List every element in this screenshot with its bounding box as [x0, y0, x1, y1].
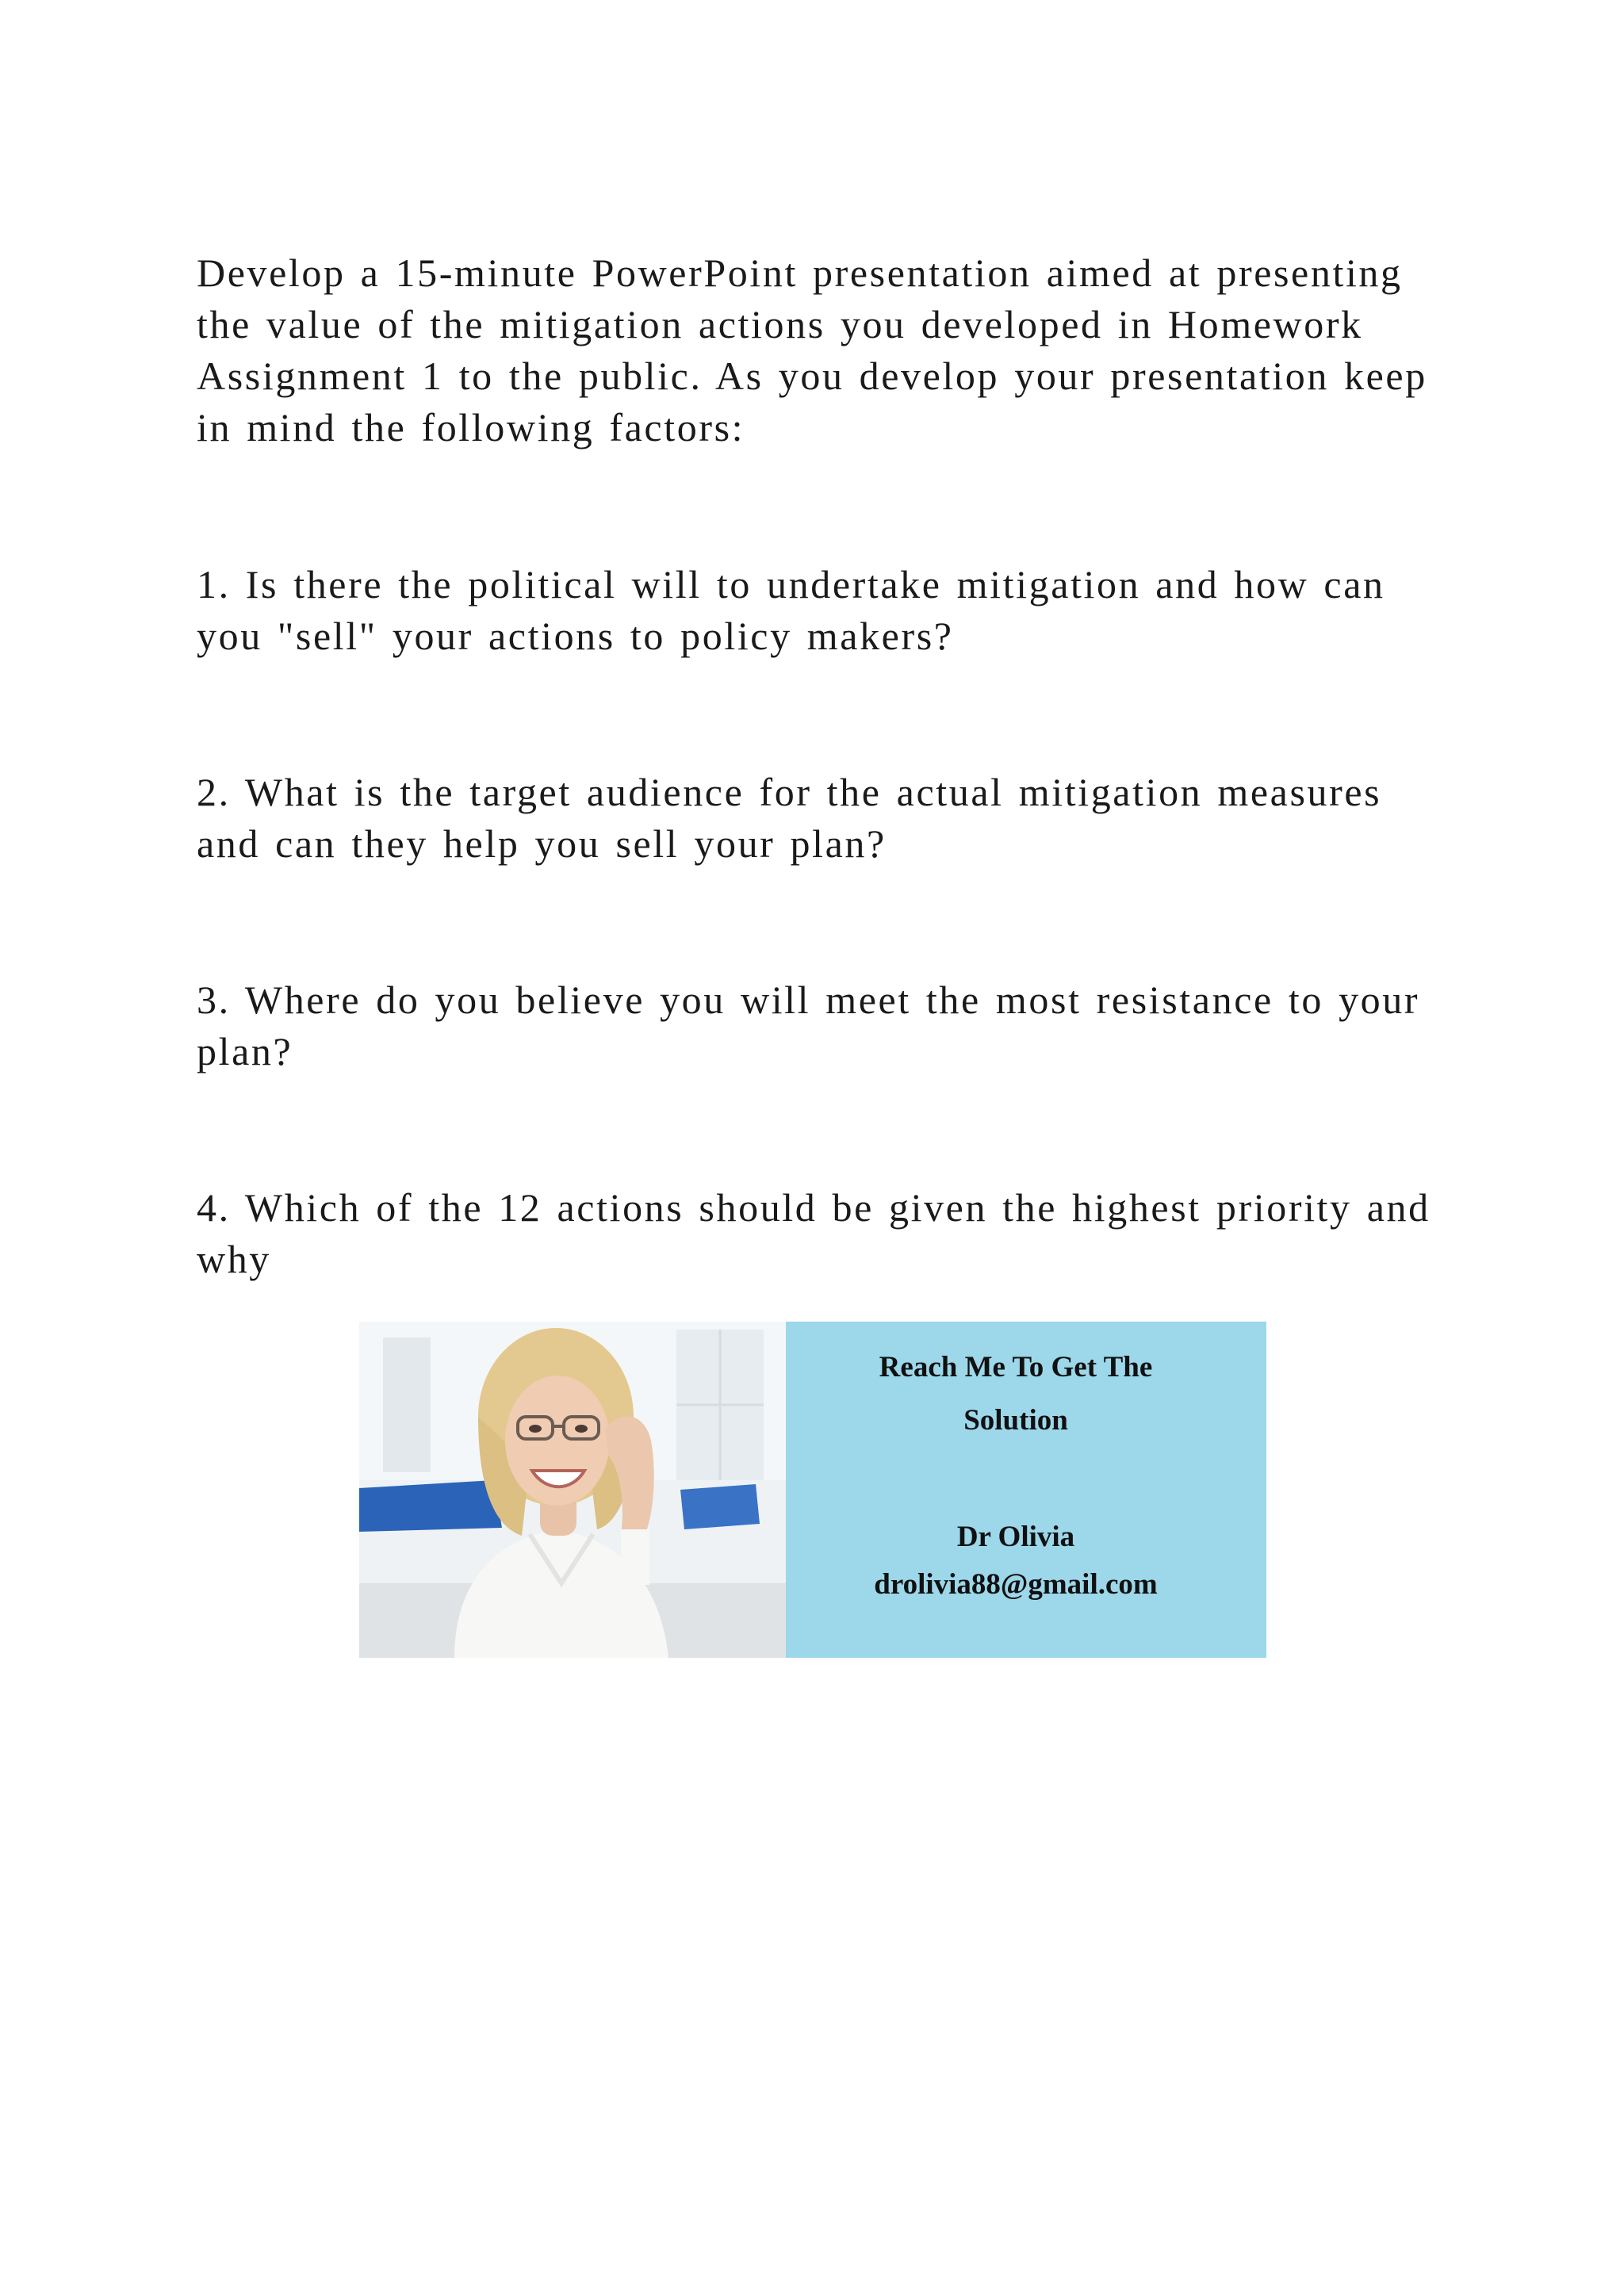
- contact-name: Dr Olivia: [956, 1521, 1075, 1553]
- question-1: 1. Is there the political will to undertake mitigation and how can you "sell" your actions to policy makers?: [197, 562, 1385, 658]
- question-2: 2. What is the target audience for the actual mitigation measures and can they help you sell your plan?: [197, 770, 1382, 866]
- question-3: 3. Where do you believe you will meet the most resistance to your plan?: [197, 978, 1420, 1073]
- smiling-woman-photo-icon: [359, 1322, 786, 1658]
- contact-email[interactable]: drolivia88@gmail.com: [874, 1568, 1158, 1601]
- contact-banner: [359, 1322, 1266, 1658]
- question-4: 4. Which of the 12 actions should be given the highest priority and why: [197, 1185, 1431, 1281]
- contact-panel: [786, 1322, 1266, 1658]
- intro-paragraph: Develop a 15-minute PowerPoint presentation aimed at presenting the value of the mitigation actions you developed in Homework Assignment 1 to the public. As you develop your presentation keep in mind the following factors:: [197, 251, 1427, 450]
- banner-headline-line-1: Reach Me To Get The: [879, 1351, 1153, 1383]
- banner-headline-line-2: Solution: [963, 1404, 1068, 1437]
